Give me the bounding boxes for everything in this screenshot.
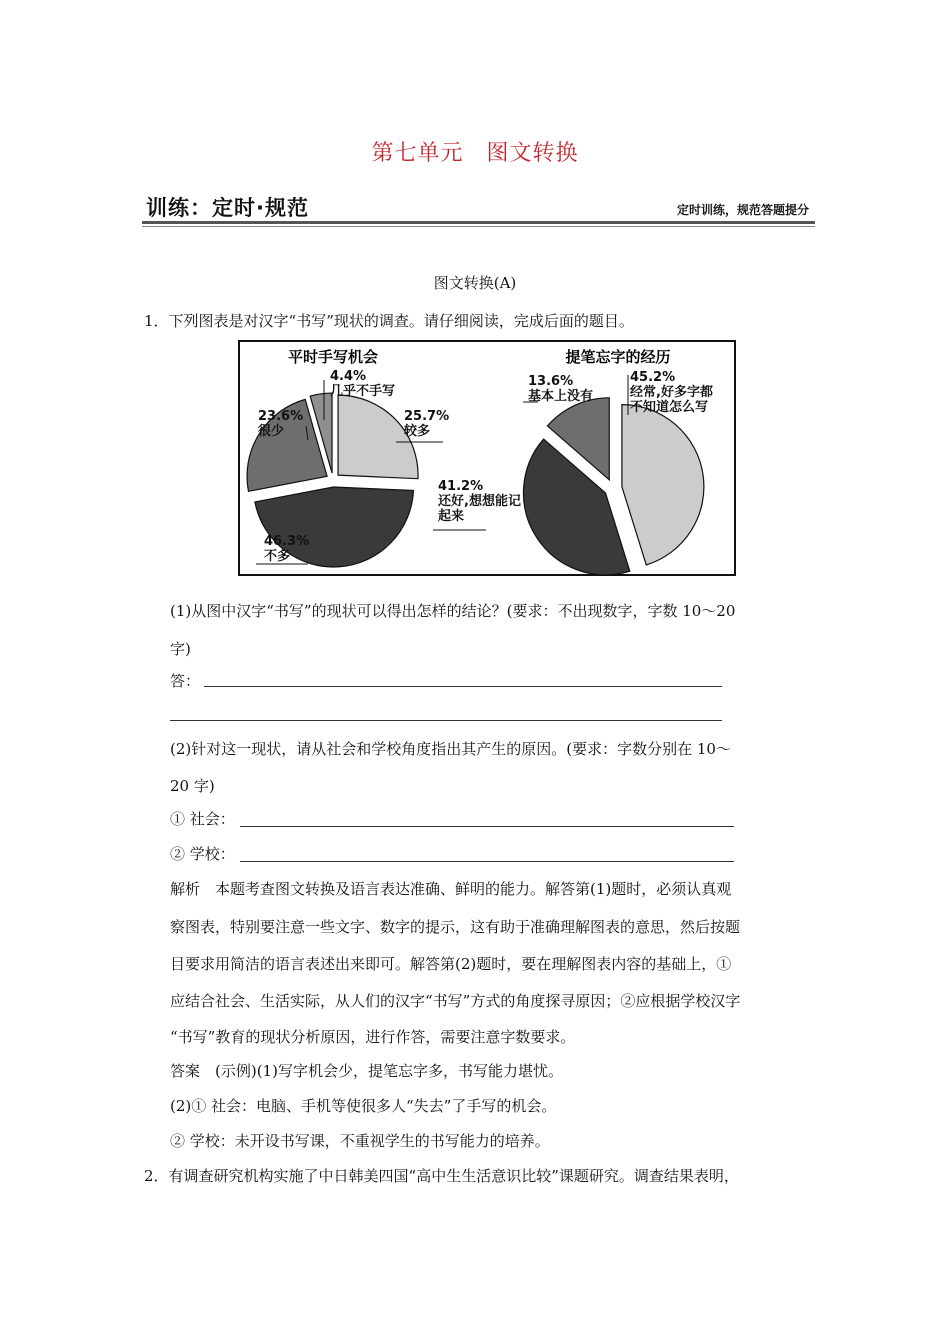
question-1-stem: 1．下列图表是对汉字“书写”现状的调查。请仔细阅读，完成后面的题目。 (144, 312, 634, 330)
pie-charts-figure (238, 340, 736, 576)
chart-1-slice-3-label: 很少 (258, 424, 285, 439)
chart-2-slice-2-label: 还好,想想能记 (438, 494, 521, 509)
chart-1-slice-4-label: 几乎不手写 (330, 384, 396, 399)
sub-question-1-line-2: 字) (170, 640, 191, 658)
answer-blank-line-1[interactable] (204, 686, 722, 687)
answer-label: 答： (170, 672, 201, 690)
banner-rule-thin (142, 226, 815, 227)
chart-1-slice-1-label: 较多 (404, 424, 431, 439)
chart-2-title: 提笔忘字的经历 (565, 348, 671, 366)
training-banner (142, 192, 815, 232)
banner-rule-thick (142, 221, 815, 224)
question-2-stem: 2．有调查研究机构实施了中日韩美四国“高中生生活意识比较”课题研究。调查结果表明， (144, 1167, 739, 1185)
chart-2-slice-3-label: 基本上没有 (528, 389, 594, 404)
answer-key-line-1: 答案 (示例)(1)写字机会少，提笔忘字多，书写能力堪忧。 (170, 1062, 563, 1080)
sub-question-2-line-2: 20 字) (170, 777, 215, 795)
chart-2-slice-1-percent: 45.2% (630, 370, 676, 385)
analysis-line-4: 应结合社会、生活实际，从人们的汉字“书写”方式的角度探寻原因；②应根据学校汉字 (170, 992, 741, 1010)
society-label: ① 社会： (170, 810, 235, 828)
society-blank[interactable] (240, 826, 734, 827)
analysis-line-3: 目要求用简洁的语言表述出来即可。解答第(2)题时，要在理解图表内容的基础上，① (170, 955, 732, 973)
answer-blank-line-2[interactable] (170, 720, 722, 721)
analysis-line-2: 察图表，特别要注意一些文字、数字的提示，这有助于准确理解图表的意思，然后按题 (170, 918, 741, 936)
school-blank[interactable] (240, 861, 734, 862)
answer-key-line-2: (2)① 社会：电脑、手机等使很多人“失去”了手写的机会。 (170, 1097, 557, 1115)
chart-2-slice-1-label: 经常,好多字都 (630, 385, 713, 400)
chart-1-slice-2-label: 不多 (264, 549, 291, 564)
pie-charts-svg (238, 340, 736, 576)
analysis-line-5: “书写”教育的现状分析原因，进行作答，需要注意字数要求。 (170, 1028, 576, 1046)
chart-2-slice-1-label: 不知道怎么写 (630, 400, 709, 415)
banner-right-slogan: 定时训练，规范答题提分 (676, 203, 809, 217)
chart-1-slice-3-percent: 23.6% (258, 409, 304, 424)
chart-1-slice-2-percent: 46.3% (264, 534, 310, 549)
banner-left-title: 训练：定时·规范 (146, 196, 309, 220)
school-label: ② 学校： (170, 845, 235, 863)
chart-2-slice-2-label: 起来 (438, 509, 465, 524)
chart-1-slice-1-percent: 25.7% (404, 409, 450, 424)
answer-key-line-3: ② 学校：未开设书写课，不重视学生的书写能力的培养。 (170, 1132, 550, 1150)
section-title: 图文转换(A) (433, 274, 517, 292)
chart-2-slice-3-percent: 13.6% (528, 374, 574, 389)
chart-2-slice-2-percent: 41.2% (438, 479, 484, 494)
analysis-line-1: 解析 本题考查图文转换及语言表达准确、鲜明的能力。解答第(1)题时，必须认真观 (170, 880, 732, 898)
chart-1-slice-4-percent: 4.4% (330, 369, 367, 384)
sub-question-2-line-1: (2)针对这一现状，请从社会和学校角度指出其产生的原因。(要求：字数分别在 10～ (170, 740, 731, 758)
sub-question-1-line-1: (1)从图中汉字“书写”的现状可以得出怎样的结论？(要求：不出现数字，字数 10～20 (170, 602, 736, 620)
unit-title: 第七单元 图文转换 (371, 141, 579, 166)
chart-1-title: 平时手写机会 (287, 348, 379, 366)
